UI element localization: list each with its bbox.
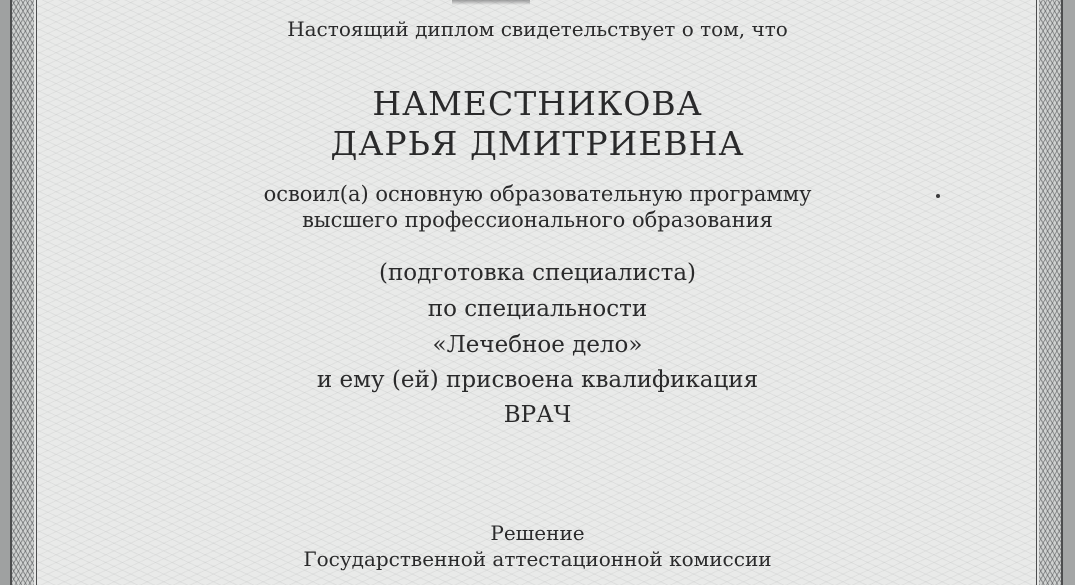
qualification-label: и ему (ей) присвоена квалификация: [316, 367, 759, 393]
decision-heading: Решение: [490, 521, 585, 545]
qualification-name: ВРАЧ: [503, 402, 572, 428]
ink-dot: [936, 194, 940, 198]
commission-name: Государственной аттестационной комиссии: [303, 547, 772, 571]
graduate-given-names: ДАРЬЯ ДМИТРИЕВНА: [330, 124, 745, 163]
intro-text: Настоящий диплом свидетельствует о том, что: [287, 17, 788, 41]
program-line-1: освоил(а) основную образовательную программу: [263, 182, 812, 206]
cropped-top-text: [452, 0, 530, 5]
training-type: (подготовка специалиста): [378, 260, 696, 286]
program-line-2: высшего профессионального образования: [302, 208, 773, 232]
graduate-surname: НАМЕСТНИКОВА: [372, 84, 703, 123]
specialty-label: по специальности: [427, 296, 648, 322]
specialty-name: «Лечебное дело»: [432, 332, 643, 358]
